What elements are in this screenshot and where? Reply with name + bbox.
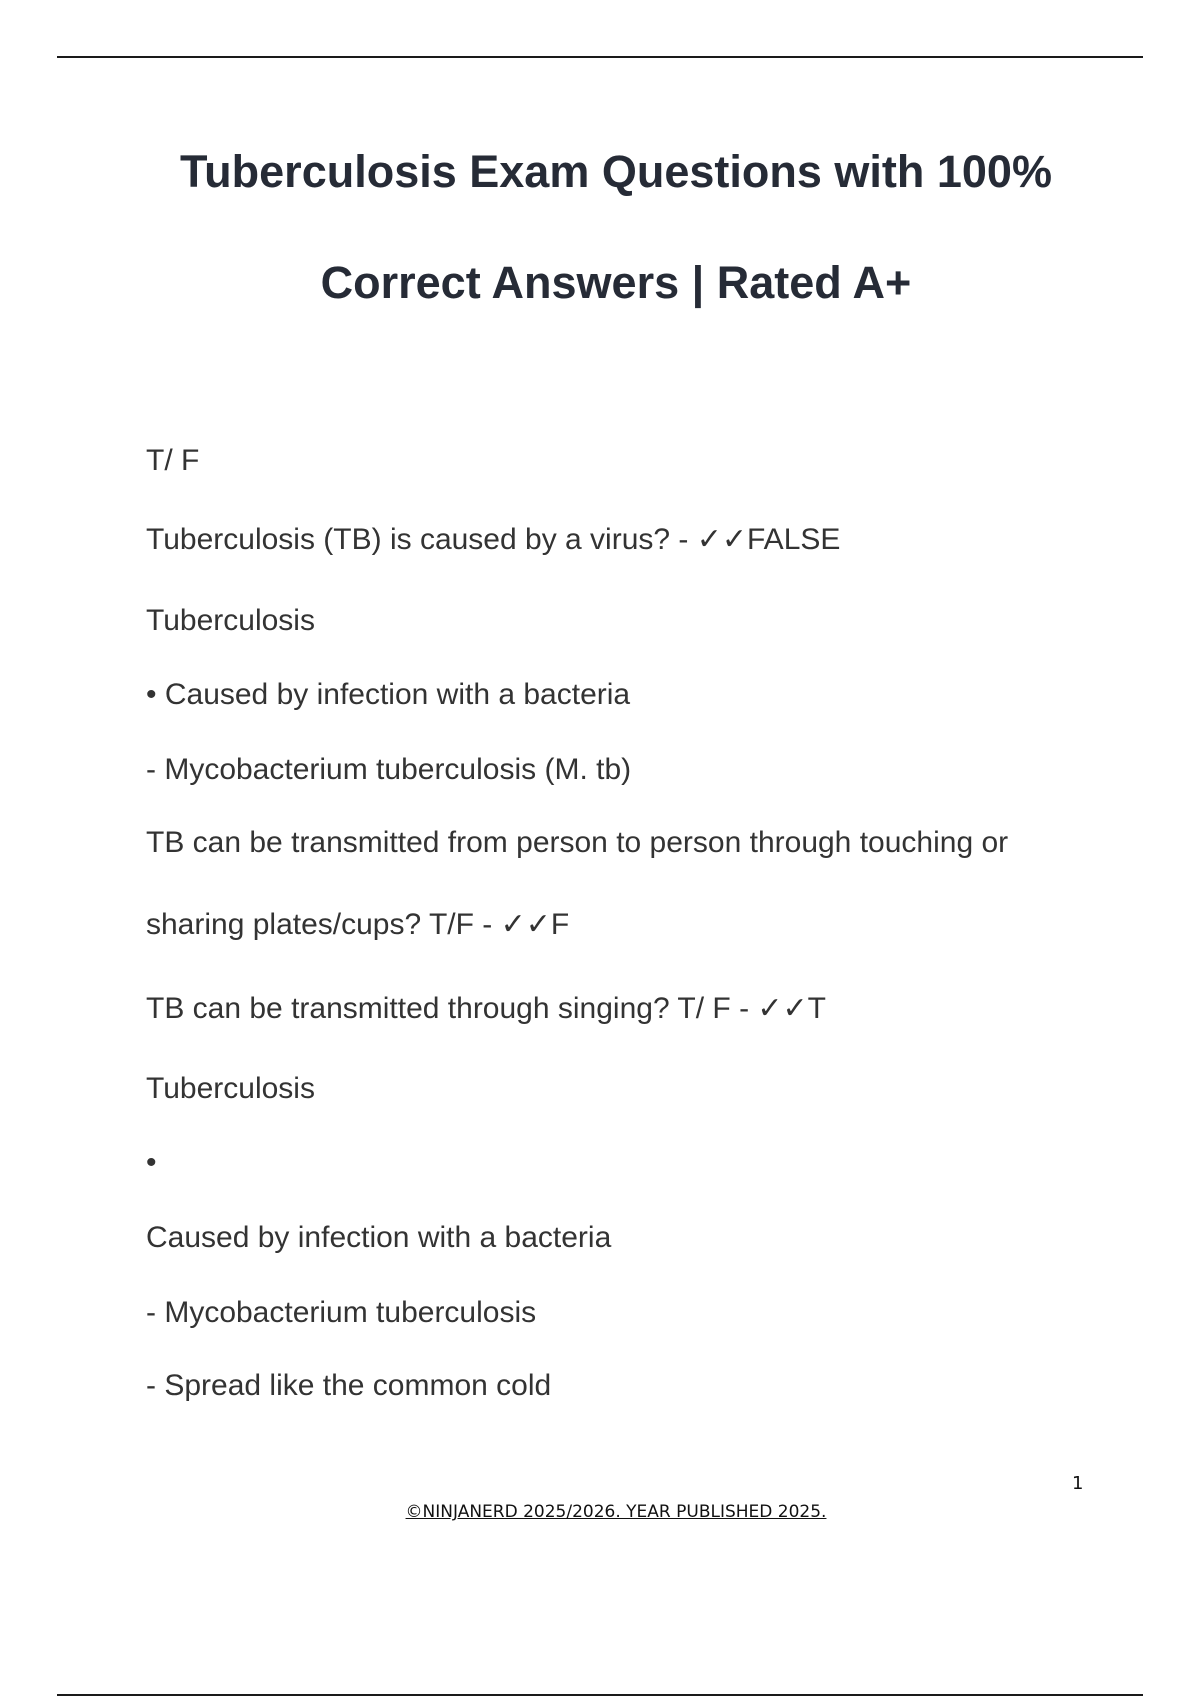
caused-by-bacteria-2: Caused by infection with a bacteria — [146, 1221, 612, 1254]
bullet-empty: • — [146, 1146, 157, 1179]
tf-heading: T/ F — [146, 444, 200, 477]
document-title-line-2: Correct Answers | Rated A+ — [320, 257, 912, 308]
question-transmission-singing: TB can be transmitted through singing? T/ F - ✓✓T — [146, 992, 827, 1025]
question-transmission-touching-line-2: sharing plates/cups? T/F - ✓✓F — [146, 908, 570, 941]
dash-spread-common-cold: - Spread like the common cold — [146, 1369, 552, 1402]
term-tuberculosis-2: Tuberculosis — [146, 1072, 315, 1105]
copyright-footer: ©NINJANERD 2025/2026. YEAR PUBLISHED 2025. — [405, 1502, 827, 1522]
document-title-line-1: Tuberculosis Exam Questions with 100% — [180, 146, 1052, 197]
dash-mycobacterium-tuberculosis: - Mycobacterium tuberculosis — [146, 1296, 537, 1329]
question-transmission-touching-line-1: TB can be transmitted from person to person through touching or — [146, 826, 1009, 859]
term-tuberculosis: Tuberculosis — [146, 604, 315, 637]
question-tb-virus: Tuberculosis (TB) is caused by a virus? - ✓✓FALSE — [146, 523, 841, 556]
page-number: 1 — [1072, 1473, 1084, 1494]
bottom-rule — [57, 1694, 1143, 1696]
dash-mycobacterium-mtb: - Mycobacterium tuberculosis (M. tb) — [146, 753, 632, 786]
top-rule — [57, 56, 1143, 58]
bullet-caused-by-bacteria: • Caused by infection with a bacteria — [146, 678, 631, 711]
